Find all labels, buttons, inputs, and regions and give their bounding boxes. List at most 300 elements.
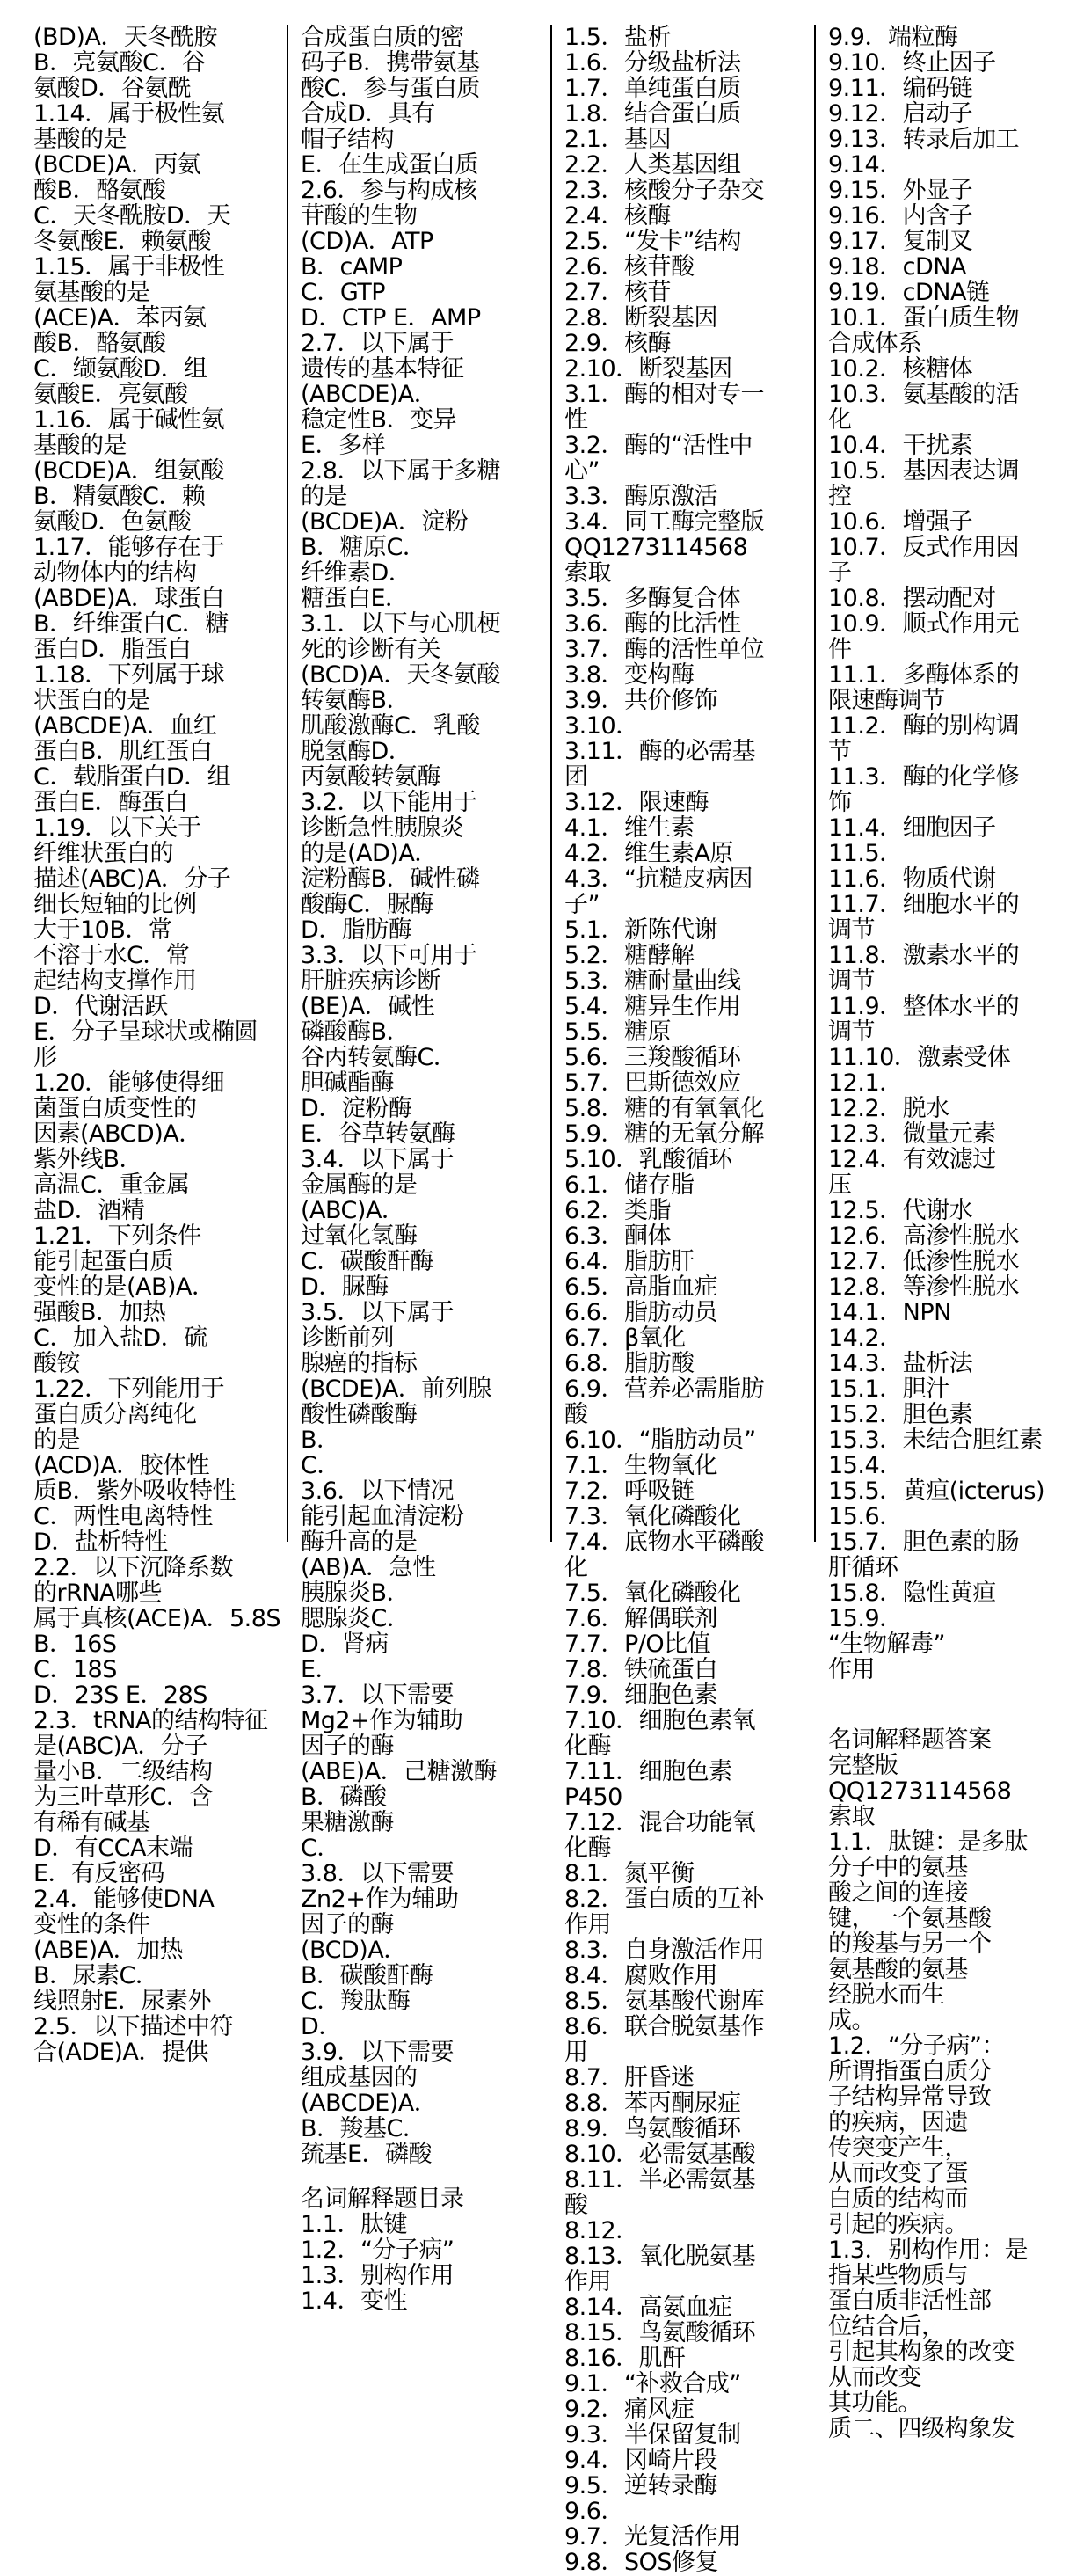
text-line: 的羧基与另一个 [828,1930,992,1958]
text-line: 1.1．肽键：是多肽 [828,1828,1028,1856]
text-line: 纤维状蛋白的 [33,840,173,867]
text-line: 3.2．以下能用于 [301,789,477,816]
text-line: 的是 [301,483,347,510]
text-line: 质B．紫外吸收特性 [33,1478,236,1505]
text-line: 8.16．肌酐 [564,2345,686,2372]
text-line: 3.8．以下需要 [301,1860,454,1887]
text-line: 9.9．端粒酶 [828,24,958,51]
text-line: D．有CCA末端 [33,1835,193,1862]
text-line: 9.2．痛风症 [564,2396,695,2423]
text-line: 9.13．转录后加工 [828,126,1020,153]
text-line: QQ1273114568 [828,1777,1012,1805]
text-line: 蛋白E．酶蛋白 [33,789,188,816]
text-line: 7.2．呼吸链 [564,1478,695,1505]
text-line: 7.11．细胞色素 [564,1758,732,1785]
text-line: 10.2．核糖体 [828,355,973,383]
text-line: 的rRNA哪些 [33,1580,163,1607]
text-line: 11.3．酶的化学修 [828,763,1020,791]
text-line: 14.1．NPN [828,1299,951,1326]
text-line: 盐D．酒精 [33,1197,145,1224]
text-line: (ABCDE)A．血红 [33,712,217,740]
text-line: B．精氨酸C．赖 [33,483,206,510]
text-line: 7.8．铁硫蛋白 [564,1656,717,1683]
text-line: 作用 [828,1656,875,1683]
text-line: 11.2．酶的别构调 [828,712,1020,740]
text-line: 11.8．激素水平的 [828,942,1020,969]
text-line: C． [301,1452,340,1479]
text-line: 2.9．核酶 [564,330,671,357]
text-line: (ABE)A．加热 [33,1937,184,1964]
text-line: 因子的酶 [301,1733,394,1760]
text-line: (BD)A．天冬酰胺 [33,24,217,51]
text-line: 3.4．同工酶完整版 [564,508,764,536]
text-line: (BCDE)A．组氨酸 [33,457,224,485]
text-line: 3.11．酶的必需基 [564,738,756,765]
text-line: 8.14．高氨血症 [564,2294,732,2321]
text-line: 9.8．SOS修复 [564,2549,718,2576]
text-line: 胰腺炎B． [301,1580,411,1607]
text-line: 3.5．多酶复合体 [564,585,741,612]
text-line: 变性的是(AB)A． [33,1273,215,1301]
text-line: 节 [828,738,852,765]
text-line: 8.5．氨基酸代谢库 [564,1988,764,2015]
text-line: 合成蛋白质的密 [301,24,464,51]
text-line: 7.6．解偶联剂 [564,1605,717,1632]
text-line: 1.2．“分子病” [301,2237,455,2264]
text-line: 稳定性B．变异 [301,406,457,434]
text-line: 5.9．糖的无氧分解 [564,1120,764,1148]
text-line: 7.3．氧化磷酸化 [564,1503,741,1530]
text-line: 1.21．下列条件 [33,1222,201,1250]
text-line: 其功能。 [828,2390,921,2417]
text-line: 3.6．以下情况 [301,1478,454,1505]
text-line: 6.5．高脂血症 [564,1273,717,1301]
text-line: 1.7．单纯蛋白质 [564,75,741,102]
text-line: 1.19．以下关于 [33,814,201,842]
text-line: 11.10．激素受体 [828,1044,1011,1071]
text-line: 3.7．酶的活性单位 [564,636,764,663]
text-line: 9.16．内含子 [828,202,973,230]
text-line: 谷丙转氨酶C． [301,1044,457,1071]
text-line: 2.6．核苷酸 [564,253,695,281]
text-line: C．载脂蛋白D．组 [33,763,231,791]
text-column-3 [552,24,816,2576]
text-line: 7.1．生物氧化 [564,1452,717,1479]
text-line: 腺癌的指标 [301,1350,418,1377]
text-line: 15.8．隐性黄疸 [828,1580,996,1607]
text-line: 3.10． [564,712,639,740]
text-line: 淀粉酶B．碱性磷 [301,865,480,893]
text-line: 3.1．酶的相对专一 [564,381,764,408]
text-line: 过氧化氢酶 [301,1222,418,1250]
text-line: 索取 [828,1803,875,1830]
text-line: 完整版 [828,1752,898,1779]
text-line: 2.5．以下描述中符 [33,2013,233,2040]
text-line: 3.7．以下需要 [301,1682,454,1709]
text-line: 7.7．P/O比值 [564,1631,711,1658]
text-line: B． [301,1427,340,1454]
text-line: 1.14．属于极性氨 [33,100,225,128]
text-line: 2.2．人类基因组 [564,151,741,179]
text-line: 合成D．具有 [301,100,435,128]
text-line: 键，一个氨基酸 [828,1905,992,1932]
text-line: 化酶 [564,1835,611,1862]
text-line: D． [301,2013,342,2040]
text-line: 的是 [33,1427,80,1454]
text-line: 15.6． [828,1503,903,1530]
text-line: 9.5．逆转录酶 [564,2472,717,2499]
text-line: 4.2．维生素A原 [564,840,733,867]
text-line: 冬氨酸E．赖氨酸 [33,228,212,255]
text-line: 经脱水而生 [828,1981,945,2009]
text-line: 10.1．蛋白质生物 [828,304,1020,332]
text-line: 9.1．“补救合成” [564,2370,741,2397]
text-line: 3.3．以下可用于 [301,942,477,969]
text-line: 4.1．维生素 [564,814,695,842]
text-line: 11.7．细胞水平的 [828,891,1020,918]
text-line: 8.12． [564,2217,639,2244]
text-line: 9.11．编码链 [828,75,973,102]
text-line: 7.12．混合功能氧 [564,1809,756,1836]
text-line: D．脲酶 [301,1273,389,1301]
text-line: 基酸的是 [33,432,127,459]
text-line: (ACD)A．胶体性 [33,1452,210,1479]
text-line: 磷酸酶B． [301,1018,411,1046]
text-line: 5.3．糖耐量曲线 [564,967,741,995]
text-line: 酸B．酪氨酸 [33,330,166,357]
text-line: (ABE)A．己糖激酶 [301,1758,498,1785]
text-line: 3.2．酶的“活性中 [564,432,753,459]
text-line: (ABCDE)A． [301,2090,438,2117]
text-line: 6.10．“脂肪动员” [564,1427,756,1454]
text-line: 合(ADE)A．提供 [33,2039,208,2066]
text-line: 纤维素D． [301,559,412,587]
text-line: 11.9．整体水平的 [828,993,1020,1020]
text-line: 6.8．脂肪酸 [564,1350,695,1377]
text-line: 基酸的是 [33,126,127,153]
text-line: 1.4．变性 [301,2288,407,2315]
text-line: 的疾病，因遗 [828,2109,968,2136]
text-line: 酶升高的是 [301,1529,418,1556]
text-line: 所谓指蛋白质分 [828,2058,992,2085]
text-line: 6.3．酮体 [564,1222,671,1250]
text-line: 名词解释题目录 [301,2186,464,2213]
text-line: 1.20．能够使得细 [33,1069,225,1097]
text-line: 化 [564,1554,588,1581]
text-line: 8.9．鸟氨酸循环 [564,2115,741,2142]
text-line: 酸C．参与蛋白质 [301,75,480,102]
text-line: 3.3．酶原激活 [564,483,717,510]
text-line: 件 [828,636,852,663]
text-line: E．谷草转氨酶 [301,1120,455,1148]
text-line: 5.4．糖异生作用 [564,993,741,1020]
text-line: 子” [564,891,600,918]
text-line [828,1682,1062,1708]
text-line: 15.9． [828,1605,903,1632]
text-line: 9.12．启动子 [828,100,973,128]
text-line: 1.16．属于碱性氨 [33,406,225,434]
text-line: 菌蛋白质变性的 [33,1095,197,1122]
text-line: 9.10．终止因子 [828,49,996,77]
text-line: 9.3．半保留复制 [564,2421,741,2448]
text-line: 控 [828,483,852,510]
text-line: (ABDE)A．球蛋白 [33,585,224,612]
text-line: 巯基E．磷酸 [301,2141,433,2168]
text-line: 能引起蛋白质 [33,1248,173,1275]
text-line: 码子B．携带氨基 [301,49,480,77]
text-line: 1.18．下列属于球 [33,661,225,689]
text-line: 子结构异常导致 [828,2083,992,2111]
text-line: 金属酶的是 [301,1171,418,1199]
text-line: 8.3．自身激活作用 [564,1937,764,1964]
text-line: 细长短轴的比例 [33,891,197,918]
text-line: D．CTP E．AMP [301,304,481,332]
text-line: 脱氢酶D． [301,738,412,765]
text-line: 为三叶草形C．含 [33,1784,213,1811]
text-line: 变性的条件 [33,1911,150,1938]
text-line: 2.3．核酸分子杂交 [564,177,764,204]
text-line: 3.12．限速酶 [564,789,709,816]
text-line: C．加入盐D．硫 [33,1324,207,1352]
text-line: 8.11．半必需氨基 [564,2166,756,2193]
text-line: 10.6．增强子 [828,508,973,536]
text-line: 调节 [828,967,875,995]
text-line: 14.3．盐析法 [828,1350,973,1377]
text-line: 1.15．属于非极性 [33,253,225,281]
text-line: 12.1． [828,1069,903,1097]
text-line: 描述(ABC)A．分子 [33,865,231,893]
text-line: 2.4．核酶 [564,202,671,230]
text-line: 调节 [828,1018,875,1046]
text-line: 6.1．储存脂 [564,1171,695,1199]
text-line: (BCDE)A．前列腺 [301,1376,491,1403]
text-line: 12.5．代谢水 [828,1197,973,1224]
text-line: B．cAMP [301,253,403,281]
text-line: 化酶 [564,1733,611,1760]
text-line: 7.9．细胞色素 [564,1682,717,1709]
text-line: P450 [564,1784,622,1811]
text-line: (BCD)A． [301,1937,407,1964]
text-line: 氨酸E．亮氨酸 [33,381,188,408]
text-line: 酸B．酪氨酸 [33,177,166,204]
text-line: 12.7．低渗性脱水 [828,1248,1020,1275]
text-line: 属于真核(ACE)A．5.8S [33,1605,281,1632]
text-line: 1.3．别构作用 [301,2262,454,2289]
text-line: E．分子呈球状或椭圆 [33,1018,258,1046]
text-line: 调节 [828,916,875,944]
text-line: 苷酸的生物 [301,202,418,230]
text-line: 10.9．顺式作用元 [828,610,1020,638]
text-line: 能引起血清淀粉 [301,1503,464,1530]
text-line: 8.10．必需氨基酸 [564,2141,756,2168]
text-line: D．淀粉酶 [301,1095,412,1122]
text-line: B．糖原C． [301,534,426,561]
text-line: 强酸B．加热 [33,1299,166,1326]
text-line: 饰 [828,789,852,816]
text-line: 是(ABC)A．分子 [33,1733,207,1760]
text-line: C．天冬酰胺D．天 [33,202,231,230]
text-line: 2.5．“发卡”结构 [564,228,741,255]
text-line: 1.6．分级盐析法 [564,49,741,77]
text-line: 的是(AD)A． [301,840,438,867]
text-line: 帽子结构 [301,126,394,153]
text-line: 10.5．基因表达调 [828,457,1020,485]
text-line: (BE)A．碱性 [301,993,435,1020]
text-line: B．亮氨酸C．谷 [33,49,206,77]
text-line: (BCD)A．天冬氨酸 [301,661,500,689]
text-line: 3.9．以下需要 [301,2039,454,2066]
text-line: 6.2．类脂 [564,1197,671,1224]
text-line: 糖蛋白E． [301,585,409,612]
text-line: 质二、四级构象发 [828,2415,1015,2442]
text-line: 诊断前列 [301,1324,394,1352]
text-line: 起结构支撑作用 [33,967,197,995]
text-line: 9.14． [828,151,903,179]
text-line: D．肾病 [301,1631,389,1658]
text-line: C．两性电离特性 [33,1503,213,1530]
text-line: 有稀有碱基 [33,1809,150,1836]
text-line: 腮腺炎C． [301,1605,411,1632]
text-line: 大于10B．常 [33,916,172,944]
text-line: Mg2+作为辅助 [301,1707,463,1734]
text-line: 6.9．营养必需脂肪 [564,1376,764,1403]
text-line: 9.4．冈崎片段 [564,2447,717,2474]
text-line: 9.7．光复活作用 [564,2523,741,2550]
text-line: E．多样 [301,432,386,459]
text-line: 组成基因的 [301,2064,418,2091]
text-line: 肝脏疾病诊断 [301,967,440,995]
text-line: 肌酸激酶C．乳酸 [301,712,480,740]
text-line: 15.1．胆汁 [828,1376,949,1403]
text-line: D．盐析特性 [33,1529,168,1556]
text-line: 2.7．核苷 [564,279,671,306]
text-line: B．碳酸酐酶 [301,1962,433,1989]
text-line: 11.6．物质代谢 [828,865,996,893]
text-line: 6.6．脂肪动员 [564,1299,717,1326]
text-line: 2.1．基因 [564,126,671,153]
text-line: 氨基酸的氨基 [828,1956,968,1983]
text-line: (ABC)A． [301,1197,405,1224]
text-line: 2.8．以下属于多糖 [301,457,500,485]
text-line: 6.4．脂肪肝 [564,1248,695,1275]
text-line: 10.8．摆动配对 [828,585,996,612]
text-line: “生物解毒” [828,1631,945,1658]
text-line: 11.5． [828,840,903,867]
text-line: 1.1．肽键 [301,2211,407,2238]
text-line: 分子中的氨基 [828,1854,968,1881]
text-line: 6.7．β氧化 [564,1324,686,1352]
text-line: 8.1．氮平衡 [564,1860,695,1887]
text-line: 5.7．巴斯德效应 [564,1069,741,1097]
text-line: 14.2． [828,1324,903,1352]
text-line: C． [301,1835,340,1862]
text-line: 肝循环 [828,1554,898,1581]
text-line: 指某些物质与 [828,2262,968,2289]
text-line: 合成体系 [828,330,921,357]
text-line: 3.1．以下与心肌梗 [301,610,500,638]
text-line: 10.4．干扰素 [828,432,973,459]
text-line: 形 [33,1044,57,1071]
text-line: C．碳酸酐酶 [301,1248,433,1275]
text-line: 作用 [564,2268,611,2295]
text-line: 从而改变 [828,2364,921,2391]
text-line: 4.3．“抗糙皮病因 [564,865,753,893]
text-line: 引起的疾病。 [828,2211,968,2238]
text-line: 3.6．酶的比活性 [564,610,741,638]
text-line: 名词解释题答案 [828,1726,992,1754]
text-line: E． [301,1656,339,1683]
text-line: 1.22．下列能用于 [33,1376,225,1403]
text-line: B．纤维蛋白C．糖 [33,610,229,638]
text-line: 1.2．“分子病”： [828,2032,1005,2060]
text-column-2 [288,24,552,2315]
text-line: 9.18．cDNA [828,253,966,281]
text-line: (BCDE)A．丙氨 [33,151,201,179]
text-line: B．16S [33,1631,117,1658]
text-line: 动物体内的结构 [33,559,197,587]
text-line: 因素(ABCD)A． [33,1120,202,1148]
text-line: 5.10．乳酸循环 [564,1146,732,1173]
text-line: 2.3．tRNA的结构特征 [33,1707,268,1734]
text-line: 2.2．以下沉降系数 [33,1554,233,1581]
text-line: 15.4． [828,1452,903,1479]
text-line: 蛋白B．肌红蛋白 [33,738,213,765]
text-line: 果糖激酶 [301,1809,394,1836]
text-line: 9.17．复制叉 [828,228,973,255]
text-line: 1.5．盐析 [564,24,671,51]
text-line: C．缬氨酸D．组 [33,355,207,383]
text-line: 限速酶调节 [828,687,945,714]
text-line: 量小B．二级结构 [33,1758,213,1785]
text-line: 心” [564,457,600,485]
text-line: B．磷酸 [301,1784,387,1811]
text-line: 12.6．高渗性脱水 [828,1222,1020,1250]
text-line: QQ1273114568 [564,534,748,561]
text-line: 酸铵 [33,1350,80,1377]
text-line: 2.6．参与构成核 [301,177,477,204]
text-line: 9.15．外显子 [828,177,973,204]
text-line: D．代谢活跃 [33,993,168,1020]
text-line: 5.8．糖的有氧氧化 [564,1095,764,1122]
text-line: 10.3．氨基酸的活 [828,381,1020,408]
text-line: 氨酸D．色氨酸 [33,508,192,536]
text-line: 蛋白质分离纯化 [33,1401,197,1428]
text-line: 3.4．以下属于 [301,1146,454,1173]
text-line: 子 [828,559,852,587]
text-line: 索取 [564,559,611,587]
text-line: 2.10．断裂基因 [564,355,732,383]
text-line: 不溶于水C．常 [33,942,190,969]
text-line: 紫外线B． [33,1146,143,1173]
text-line: C．羧肽酶 [301,1988,411,2015]
text-line: B．尿素C． [33,1962,159,1989]
text-line: 蛋白D．脂蛋白 [33,636,192,663]
text-line: 成。 [828,2007,875,2034]
text-line: 酸 [564,1401,588,1428]
text-line: D．23S E．28S [33,1682,207,1709]
text-line: 白质的结构而 [828,2186,968,2213]
text-line: 遗传的基本特征 [301,355,464,383]
text-line: 性 [564,406,588,434]
text-line: 丙氨酸转氨酶 [301,763,440,791]
text-column-1 [33,24,288,2066]
text-line: C．18S [33,1656,117,1683]
text-line: E．在生成蛋白质 [301,151,479,179]
text-line: 5.5．糖原 [564,1018,671,1046]
text-line: 15.5．黄疸(icterus) [828,1478,1045,1505]
text-line: 10.7．反式作用因 [828,534,1020,561]
text-line: 酸酶C．脲酶 [301,891,433,918]
